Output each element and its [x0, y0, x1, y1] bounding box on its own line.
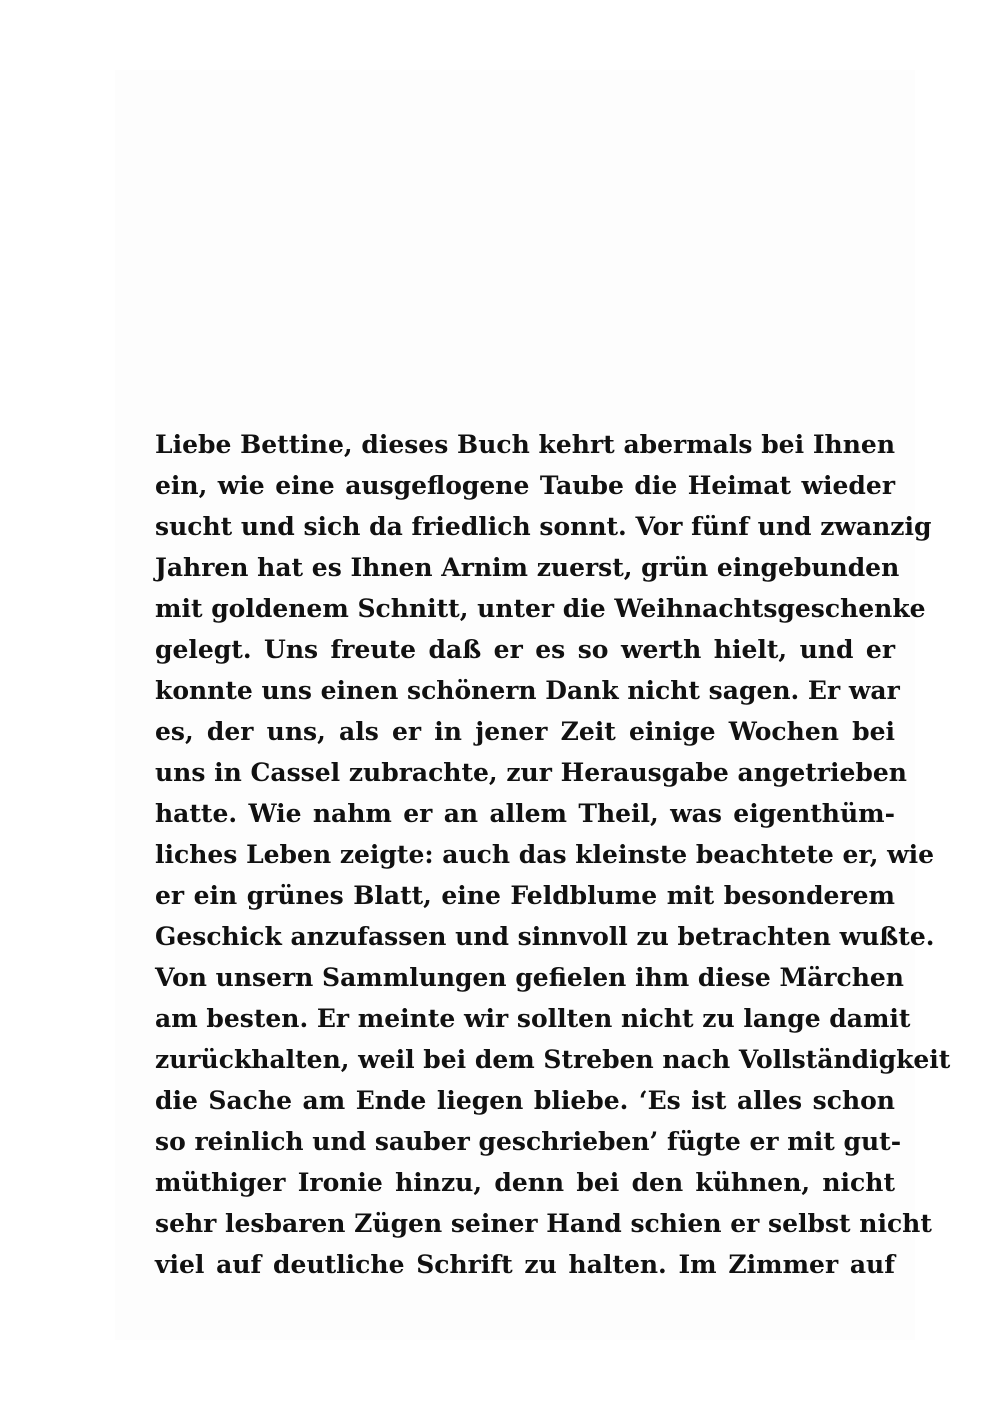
text-line: gelegt. Uns freute daß er es so werth hielt, und er	[155, 635, 895, 664]
text-line: Jahren hat es Ihnen Arnim zuerst, grün eingebunden	[155, 553, 900, 582]
text-line: sehr lesbaren Zügen seiner Hand schien er selbst nicht	[155, 1209, 932, 1238]
text-line: ein, wie eine ausgeflogene Taube die Heimat wieder	[155, 471, 895, 500]
text-line: er ein grünes Blatt, eine Feldblume mit besonderem	[155, 881, 895, 910]
text-line: uns in Cassel zubrachte, zur Herausgabe angetrieben	[155, 758, 907, 787]
text-line: müthiger Ironie hinzu, denn bei den kühnen, nicht	[155, 1168, 895, 1197]
text-line: Liebe Bettine, dieses Buch kehrt abermals bei Ihnen	[155, 430, 895, 459]
text-line: die Sache am Ende liegen bliebe. ‘Es ist alles schon	[155, 1086, 895, 1115]
text-line: Geschick anzufassen und sinnvoll zu betrachten wußte.	[155, 922, 935, 951]
text-line: liches Leben zeigte: auch das kleinste beachtete er, wie	[155, 840, 935, 869]
text-line: mit goldenem Schnitt, unter die Weihnachtsgeschenke	[155, 594, 926, 623]
text-line: es, der uns, als er in jener Zeit einige Wochen bei	[155, 717, 895, 746]
text-line: hatte. Wie nahm er an allem Theil, was eigenthüm-	[155, 799, 895, 828]
body-text	[155, 424, 951, 1285]
text-line: sucht und sich da friedlich sonnt. Vor fünf und zwanzig	[155, 512, 932, 541]
text-line: so reinlich und sauber geschrieben’ fügte er mit gut-	[155, 1127, 902, 1156]
text-line: am besten. Er meinte wir sollten nicht zu lange damit	[155, 1004, 911, 1033]
text-line: konnte uns einen schönern Dank nicht sagen. Er war	[155, 676, 900, 705]
text-line: zurückhalten, weil bei dem Streben nach Vollständigkeit	[155, 1045, 951, 1074]
text-line: Von unsern Sammlungen gefielen ihm diese Märchen	[155, 963, 904, 992]
text-line: viel auf deutliche Schrift zu halten. Im Zimmer auf	[155, 1250, 895, 1279]
